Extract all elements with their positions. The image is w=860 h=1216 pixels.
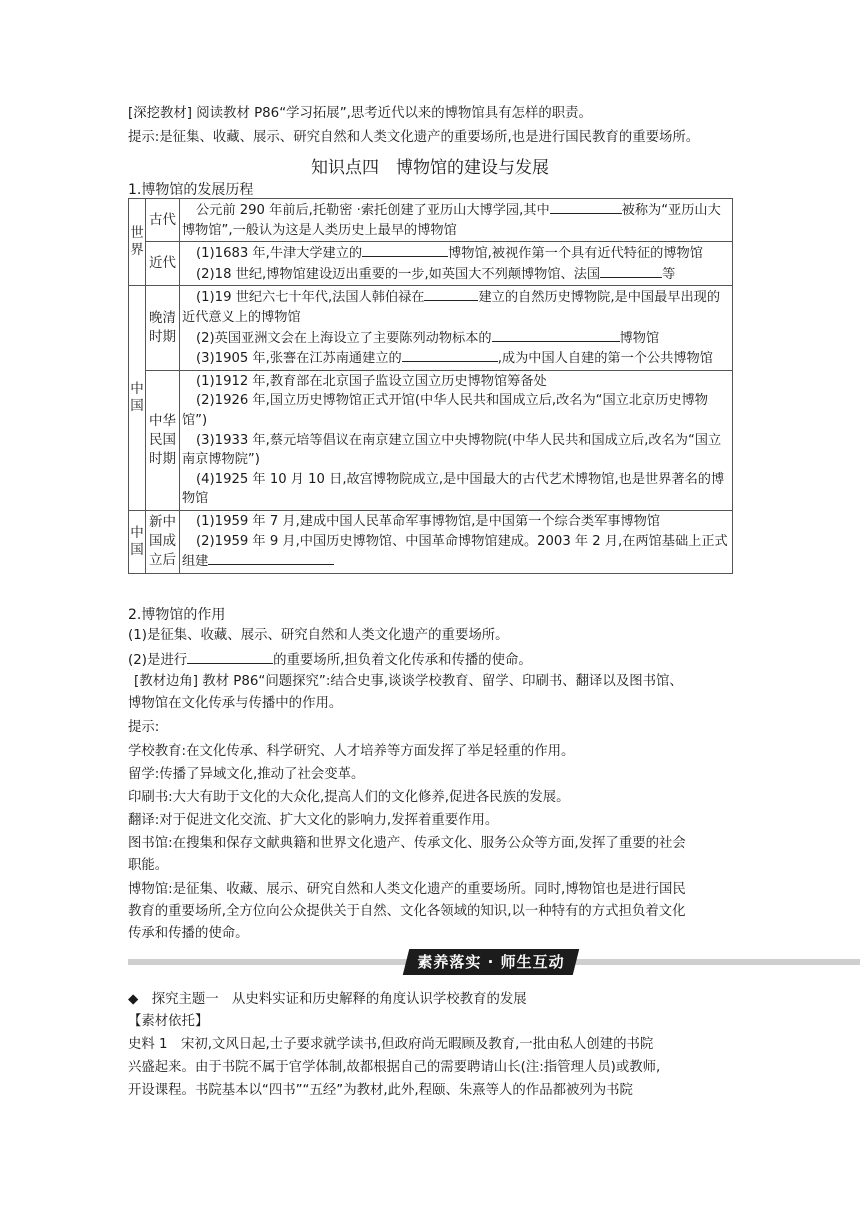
text: (3)1905 年,张謇在江苏南通建立的 — [196, 351, 402, 367]
cell-prc — [146, 510, 180, 573]
section-heading: 知识点四 博物馆的建设与发展 — [311, 158, 549, 178]
text: (1)1683 年,牛津大学建立的 — [196, 246, 363, 262]
text: 的重要场所,担负着文化传承和传播的使命。 — [273, 653, 532, 668]
cell-ancient-text — [180, 199, 733, 242]
label-modern: 近代 — [149, 255, 176, 272]
table-row — [129, 199, 733, 242]
text: 被称为“亚历山大博物馆”,一般认为这是人类历史上最早的博物馆 — [182, 203, 721, 238]
cell-china — [129, 286, 146, 511]
table-row — [129, 286, 733, 370]
deep-dig-question: [深挖教材] 阅读教材 P86“学习拓展”,思考近代以来的博物馆具有怎样的职责。 — [128, 106, 592, 121]
museum-history-table — [128, 198, 733, 574]
roc-item-3: (3)1933 年,蔡元培等倡议在南京建立国立中央博物院(中华人民共和国成立后,改名为“国立南京博物院”) — [182, 432, 722, 468]
late-qing-item-3 — [182, 348, 730, 369]
fill-blank[interactable] — [208, 551, 334, 565]
section-banner — [128, 947, 860, 977]
corner-question-2: 博物馆在文化传承与传播中的作用。 — [128, 696, 343, 711]
roc-item-1: (1)1912 年,教育部在北京国子监设立国立历史博物馆筹备处 — [196, 373, 547, 389]
text: 等 — [662, 266, 676, 282]
fill-blank[interactable] — [362, 243, 448, 257]
fill-blank[interactable] — [600, 264, 662, 278]
label-roc: 中华民国时期 — [149, 412, 176, 467]
label-world: 世界 — [130, 225, 144, 259]
fill-blank[interactable] — [550, 200, 622, 214]
cell-late-qing-text — [180, 286, 733, 370]
banner-label: 素养落实 · 师生互动 — [417, 953, 565, 971]
label-china: 中国 — [130, 524, 144, 558]
roc-item-4: (4)1925 年 10 月 10 日,故宫博物院成立,是中国最大的古代艺术博物馆,也是世界著名的博物馆 — [182, 471, 725, 507]
corner-hint: 提示: — [128, 720, 160, 735]
answer-museum-3: 传承和传播的使命。 — [128, 926, 249, 941]
answer-abroad: 留学:传播了异域文化,推动了社会变革。 — [128, 767, 365, 782]
text: 博物馆 — [619, 330, 660, 346]
answer-printing: 印刷书:大大有助于文化的大众化,提高人们的文化修养,促进各民族的发展。 — [128, 790, 570, 805]
answer-library-1: 图书馆:在搜集和保存文献典籍和世界文化遗产、传承文化、服务公众等方面,发挥了重要的社会 — [128, 836, 686, 851]
answer-museum-2: 教育的重要场所,全方位向公众提供关于自然、文化各领域的知识,以一种特有的方式担负着文化 — [128, 904, 686, 919]
answer-museum-1: 博物馆:是征集、收藏、展示、研究自然和人类文化遗产的重要场所。同时,博物馆也是进行国民 — [128, 882, 686, 897]
answer-library-2: 职能。 — [128, 858, 169, 873]
cell-modern — [146, 242, 180, 286]
text: 公元前 290 年前后,托勒密 ·索托创建了亚历山大博学园,其中 — [196, 203, 550, 218]
modern-item-2 — [182, 264, 730, 285]
modern-item-1 — [182, 243, 730, 264]
ancient-paragraph — [182, 200, 730, 240]
text: 博物馆,被视作第一个具有近代特征的博物馆 — [448, 246, 703, 262]
cell-prc-text — [180, 510, 733, 573]
answer-translation: 翻译:对于促进文化交流、扩大文化的影响力,发挥着重要作用。 — [128, 813, 499, 828]
role-item-1: (1)是征集、收藏、展示、研究自然和人类文化遗产的重要场所。 — [128, 628, 509, 643]
table-row — [129, 370, 733, 510]
prc-item-1: (1)1959 年 7 月,建成中国人民革命军事博物馆,是中国第一个综合类军事博物馆 — [196, 513, 661, 529]
fill-blank[interactable] — [402, 348, 498, 362]
fill-blank[interactable] — [424, 287, 478, 301]
role-item-2 — [128, 650, 733, 671]
material-label: 【素材依托】 — [128, 1014, 209, 1029]
section2-title: 2.博物馆的作用 — [128, 607, 226, 623]
label-china: 中国 — [130, 381, 144, 415]
text: (1)19 世纪六七十年代,法国人韩伯禄在 — [196, 290, 425, 306]
banner-label-box — [403, 949, 579, 975]
fill-blank[interactable] — [492, 328, 620, 342]
label-prc: 新中国成立后 — [149, 514, 176, 569]
text: (2)1959 年 9 月,中国历史博物馆、中国革命博物馆建成。2003 年 2 月,在两馆基础上正式组建 — [182, 533, 728, 570]
source-1-line-1: 史料 1 宋初,文风日起,士子要求就学读书,但政府尚无暇顾及教育,一批由私人创建的书院 — [128, 1037, 654, 1052]
cell-roc — [146, 370, 180, 510]
text: 建立的自然历史博物院,是中国最早出现的近代意义上的博物馆 — [182, 290, 721, 325]
cell-late-qing — [146, 286, 180, 370]
text: (2)英国亚洲文会在上海设立了主要陈列动物标本的 — [196, 330, 492, 346]
source-1-line-2: 兴盛起来。由于书院不属于官学体制,故都根据自己的需要聘请山长(注:指管理人员)或教师, — [128, 1060, 661, 1075]
text: (2)是进行 — [128, 653, 188, 668]
section1-title: 1.博物馆的发展历程 — [128, 182, 254, 198]
explore-topic: ◆ 探究主题一 从史料实证和历史解释的角度认识学校教育的发展 — [128, 992, 527, 1007]
cell-modern-text — [180, 242, 733, 286]
answer-school: 学校教育:在文化传承、科学研究、人才培养等方面发挥了举足轻重的作用。 — [128, 744, 575, 759]
source-1-line-3: 开设课程。书院基本以“四书”“五经”为教材,此外,程颐、朱熹等人的作品都被列为书院 — [128, 1083, 633, 1098]
late-qing-item-2 — [182, 328, 730, 349]
text: ,成为中国人自建的第一个公共博物馆 — [497, 351, 713, 367]
roc-item-2: (2)1926 年,国立历史博物馆正式开馆(中华人民共和国成立后,改名为“国立北京历史博物馆”) — [182, 393, 708, 428]
corner-question-1: [教材边角] 教材 P86“问题探究”:结合史事,谈谈学校教育、留学、印刷书、翻译以及图书馆、 — [134, 674, 683, 689]
fill-blank[interactable] — [187, 650, 273, 664]
table-row — [129, 242, 733, 286]
late-qing-item-1 — [182, 287, 730, 327]
cell-world — [129, 199, 146, 286]
text: (2)18 世纪,博物馆建设迈出重要的一步,如英国大不列颠博物馆、法国 — [196, 266, 601, 282]
cell-roc-text — [180, 370, 733, 510]
cell-china-2 — [129, 510, 146, 573]
label-late-qing: 晚清时期 — [149, 310, 176, 346]
table-row — [129, 510, 733, 573]
label-ancient: 古代 — [149, 211, 176, 228]
prc-item-2 — [182, 532, 730, 572]
cell-ancient — [146, 199, 180, 242]
deep-dig-hint: 提示:是征集、收藏、展示、研究自然和人类文化遗产的重要场所,也是进行国民教育的重要场所。 — [128, 130, 700, 145]
